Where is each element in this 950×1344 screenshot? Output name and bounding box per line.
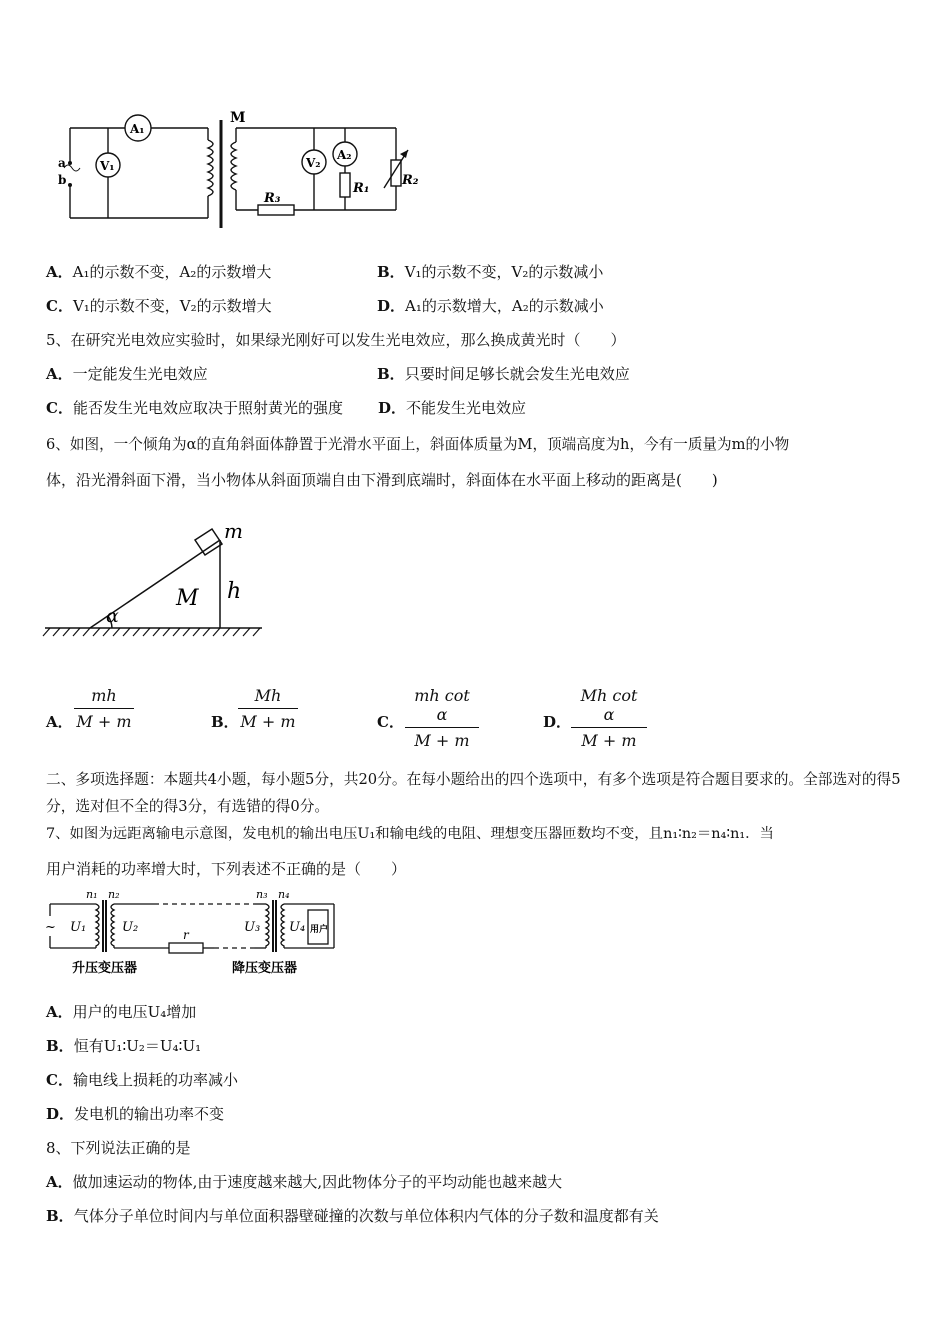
q6-option-a-fraction [74, 686, 134, 731]
power-transmission-figure [44, 886, 344, 981]
q6-stem-line2: 体，沿光滑斜面下滑，当小物体从斜面顶端自由下滑到底端时，斜面体在水平面上移动的距离是( ) [46, 471, 718, 489]
q4-option-a[interactable] [46, 261, 271, 282]
q6-option-b-letter[interactable]: B． [211, 713, 239, 731]
option-text: 做加速运动的物体,由于速度越来越大,因此物体分子的平均动能也越来越大 [72, 1173, 563, 1191]
q7-option-d[interactable] [46, 1103, 224, 1124]
ammeter-a1-label: A₁ [130, 122, 145, 136]
q8-stem: 8、下列说法正确的是 [46, 1139, 191, 1157]
option-text: 气体分子单位时间内与单位面积器壁碰撞的次数与单位体积内气体的分子数和温度都有关 [73, 1207, 659, 1225]
label-n4: n₄ [278, 888, 290, 901]
q7-stem-line1: 7、如图为远距离输电示意图，发电机的输出电压U₁和输电线的电阻、理想变压器匝数均不变，且n₁∶n₂＝n₄∶n₁．当 [46, 826, 774, 842]
label-b: b [58, 173, 67, 187]
transformer-label-m: M [230, 110, 246, 126]
fraction-denominator: M + m [240, 712, 296, 731]
q7-option-b[interactable] [46, 1035, 201, 1056]
incline-figure [40, 518, 270, 643]
option-letter: A． [46, 365, 73, 383]
option-text: A₁的示数增大，A₂的示数减小 [405, 297, 604, 315]
label-u4: U₄ [289, 920, 306, 935]
fraction-denominator: M + m [414, 731, 470, 750]
q5-option-d[interactable] [378, 397, 526, 418]
q5-option-c[interactable] [46, 397, 343, 418]
option-letter: B． [46, 1207, 74, 1225]
fraction-numerator: mh [74, 686, 134, 709]
q7-stem-line2: 用户消耗的功率增大时，下列表述不正确的是（ ） [46, 860, 407, 878]
option-letter: D． [46, 1105, 75, 1123]
label-u2: U₂ [122, 920, 139, 935]
voltmeter-v2-label: V₂ [306, 156, 321, 170]
label-step-down: 降压变压器 [232, 961, 298, 976]
resistor-r3-label: R₃ [264, 191, 281, 206]
option-text: 恒有U₁∶U₂＝U₄∶U₁ [73, 1037, 202, 1055]
q6-option-d-fraction [571, 686, 647, 750]
fraction-denominator: M + m [76, 712, 132, 731]
option-text: 输电线上损耗的功率减小 [72, 1071, 238, 1089]
ammeter-a2-label: A₂ [337, 148, 352, 162]
option-text: V₁的示数不变，V₂的示数增大 [72, 297, 272, 315]
q7-option-c[interactable] [46, 1069, 238, 1090]
label-m-small: m [224, 519, 243, 543]
fraction-denominator: M + m [581, 731, 637, 750]
option-letter: A． [46, 1003, 73, 1021]
option-text: 一定能发生光电效应 [72, 365, 208, 383]
resistor-r1-label: R₁ [353, 181, 370, 196]
option-letter: B． [46, 1037, 74, 1055]
q4-option-d[interactable] [377, 295, 604, 316]
option-text: 发电机的输出功率不变 [74, 1105, 225, 1123]
q5-option-b[interactable] [377, 363, 630, 384]
option-text: V₁的示数不变，V₂的示数减小 [404, 263, 604, 281]
label-n3: n₃ [256, 888, 268, 901]
q6-option-c-fraction [405, 686, 479, 750]
fraction-numerator: Mh cot α [571, 686, 647, 728]
option-text: A₁的示数不变，A₂的示数增大 [72, 263, 272, 281]
fraction-numerator: Mh [238, 686, 298, 709]
q8-option-a[interactable] [46, 1171, 562, 1192]
section-2-heading: 二、多项选择题：本题共4小题，每小题5分，共20分。在每小题给出的四个选项中，有多个选项是符合题目要求的。全部选对的得5分，选对但不全的得3分，有选错的得0分。 [46, 771, 901, 815]
q4-option-b[interactable] [377, 261, 603, 282]
label-h: h [227, 579, 242, 604]
option-letter: B． [377, 263, 405, 281]
label-r: r [183, 928, 189, 942]
label-a: a [58, 156, 66, 170]
label-n2: n₂ [108, 888, 120, 901]
option-letter: D． [377, 297, 406, 315]
label-alpha: α [106, 605, 119, 627]
option-text: 只要时间足够长就会发生光电效应 [404, 365, 630, 383]
label-u1: U₁ [70, 920, 87, 935]
label-ac: ~ [45, 920, 56, 935]
q8-option-b[interactable] [46, 1205, 659, 1226]
option-letter: A． [46, 263, 73, 281]
q6-option-a-letter[interactable]: A． [46, 713, 73, 731]
option-text: 能否发生光电效应取决于照射黄光的强度 [72, 399, 343, 417]
voltmeter-v1-label: V₁ [100, 159, 115, 173]
option-letter: A． [46, 1173, 73, 1191]
label-m-big: M [176, 586, 199, 611]
label-n1: n₁ [86, 888, 98, 901]
option-letter: C． [46, 399, 73, 417]
option-letter: C． [46, 1071, 73, 1089]
label-user: 用户 [310, 925, 329, 935]
q5-option-a[interactable] [46, 363, 208, 384]
transformer-circuit-figure [50, 108, 440, 233]
option-letter: C． [46, 297, 73, 315]
fraction-numerator: mh cot α [405, 686, 479, 728]
option-letter: B． [377, 365, 405, 383]
option-letter: D． [378, 399, 407, 417]
q6-stem-line1: 6、如图，一个倾角为α的直角斜面体静置于光滑水平面上，斜面体质量为M，顶端高度为h，今有一质量为m的小物 [46, 436, 790, 453]
q6-option-c-letter[interactable]: C． [377, 713, 404, 731]
q6-option-d-letter[interactable]: D． [543, 713, 572, 731]
q4-option-c[interactable] [46, 295, 272, 316]
label-u3: U₃ [244, 920, 261, 935]
resistor-r2-label: R₂ [402, 173, 419, 188]
q7-option-a[interactable] [46, 1001, 196, 1022]
option-text: 不能发生光电效应 [406, 399, 527, 417]
option-text: 用户的电压U₄增加 [72, 1003, 197, 1021]
q5-stem: 5、在研究光电效应实验时，如果绿光刚好可以发生光电效应，那么换成黄光时（ ） [46, 331, 626, 349]
label-step-up: 升压变压器 [72, 961, 138, 976]
q6-option-b-fraction [238, 686, 298, 731]
